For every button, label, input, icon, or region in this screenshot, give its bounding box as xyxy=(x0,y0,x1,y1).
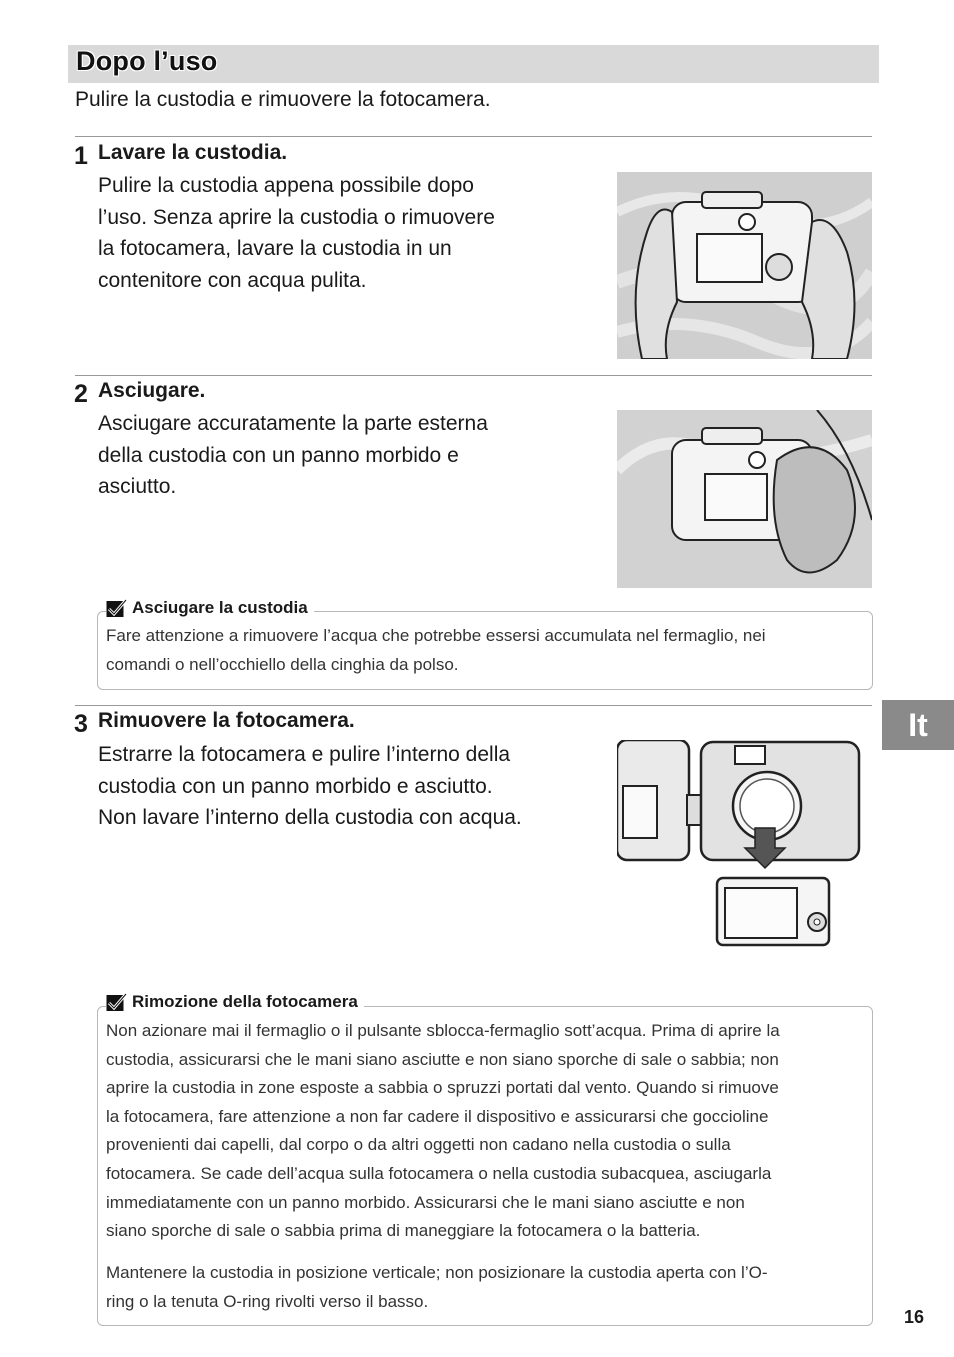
note-line: ring o la tenuta O-ring rivolti verso il basso. xyxy=(106,1291,429,1311)
divider xyxy=(75,705,872,706)
step-line: la fotocamera, lavare la custodia in un xyxy=(98,237,452,260)
note-line: immediatamente con un panno morbido. Assicurarsi che le mani siano asciutte e non xyxy=(106,1192,745,1212)
step-line: Pulire la custodia appena possibile dopo xyxy=(98,174,474,197)
note-line: Fare attenzione a rimuovere l’acqua che potrebbe essersi accumulata nel fermaglio, nei xyxy=(106,626,766,645)
note-header xyxy=(106,598,314,618)
step-line: Non lavare l’interno della custodia con acqua. xyxy=(98,806,522,829)
divider xyxy=(75,375,872,376)
step-number: 3 xyxy=(74,710,88,738)
note-title: Rimozione della fotocamera xyxy=(132,992,358,1011)
step-body xyxy=(98,408,488,503)
note-line: Non azionare mai il fermaglio o il pulsante sblocca-fermaglio sott’acqua. Prima di aprire la xyxy=(106,1021,780,1040)
step-line: custodia con un panno morbido e asciutto. xyxy=(98,774,493,798)
note-body-second-paragraph xyxy=(106,1259,768,1316)
language-tab: It xyxy=(882,700,954,750)
step-number: 2 xyxy=(74,380,88,408)
note-title: Asciugare la custodia xyxy=(132,598,308,617)
intro-text: Pulire la custodia e rimuovere la fotocamera. xyxy=(75,88,491,111)
check-note-icon xyxy=(106,599,127,618)
section-title-bar xyxy=(68,45,879,83)
washing-illustration xyxy=(617,172,872,359)
note-body xyxy=(106,622,766,679)
step-line: contenitore con acqua pulita. xyxy=(98,268,367,292)
step-number: 1 xyxy=(74,142,88,170)
step-line: asciutto. xyxy=(98,475,177,498)
check-note-icon xyxy=(106,993,127,1012)
step-line: della custodia con un panno morbido e xyxy=(98,443,459,467)
note-line: comandi o nell’occhiello della cinghia da polso. xyxy=(106,654,459,674)
step-title: Asciugare. xyxy=(98,379,206,402)
step-line: Estrarre la fotocamera e pulire l’interno della xyxy=(98,743,511,766)
note-header xyxy=(106,992,364,1012)
note-line: provenienti dai capelli, dal corpo o da altri oggetti non cadano nella custodia o sulla xyxy=(106,1135,731,1155)
page-title: Dopo l’uso xyxy=(76,46,218,76)
step-line: l’uso. Senza aprire la custodia o rimuovere xyxy=(98,205,495,229)
note-line: custodia, assicurarsi che le mani siano asciutte e non siano sporche di sale o sabbia; non xyxy=(106,1049,779,1069)
step-line: Asciugare accuratamente la parte esterna xyxy=(98,412,488,435)
divider xyxy=(75,136,872,137)
step-body xyxy=(98,170,495,296)
note-line: siano sporche di sale o sabbia prima di maneggiare la fotocamera o la batteria. xyxy=(106,1221,701,1241)
page-number: 16 xyxy=(904,1307,925,1327)
step-title: Rimuovere la fotocamera. xyxy=(98,709,355,732)
step-title: Lavare la custodia. xyxy=(98,141,288,164)
note-line: la fotocamera, fare attenzione a non far cadere il dispositivo e assicurarsi che goccioline xyxy=(106,1106,769,1126)
camera-removal-illustration xyxy=(617,740,862,948)
note-line: fotocamera. Se cade dell’acqua sulla fotocamera o nella custodia subacquea, asciugarla xyxy=(106,1163,772,1183)
note-line: Mantenere la custodia in posizione verticale; non posizionare la custodia aperta con l’O- xyxy=(106,1263,768,1282)
note-line: aprire la custodia in zone esposte a sabbia o spruzzi portati dal vento. Quando si rimuove xyxy=(106,1078,779,1098)
note-body xyxy=(106,1017,780,1246)
step-body xyxy=(98,739,522,834)
drying-illustration xyxy=(617,410,872,588)
